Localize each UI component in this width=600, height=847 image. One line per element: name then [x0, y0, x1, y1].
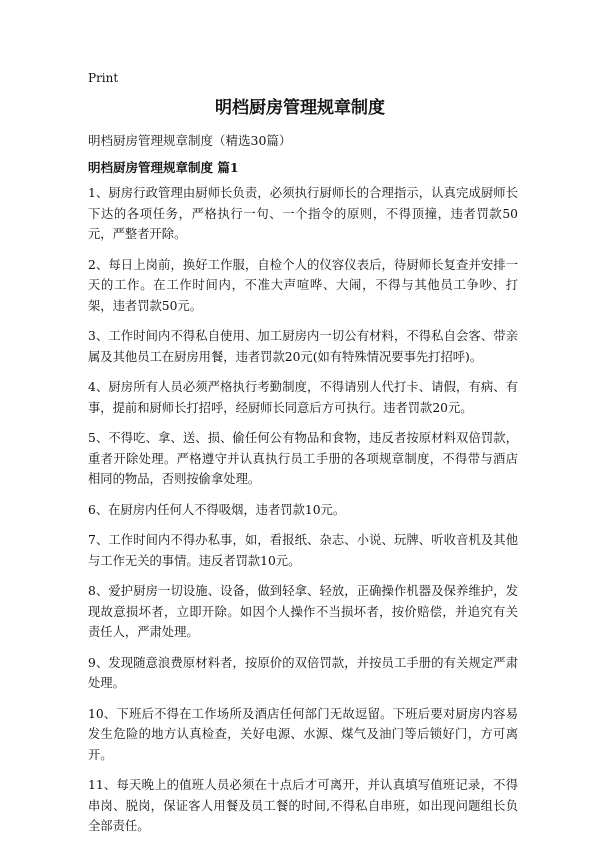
- section-heading: 明档厨房管理规章制度 篇1: [88, 160, 239, 175]
- paragraph: 2、每日上岗前，换好工作服，自检个人的仪容仪表后，待厨师长复查并安排一天的工作。在工作时间内，不准大声喧哗、大闹，不得与其他员工争吵、打架，违者罚款50元。: [88, 257, 518, 313]
- paragraph: 8、爱护厨房一切设施、设备，做到轻拿、轻放，正确操作机器及保养维护，发现故意损坏者，立即开除。如因个人操作不当损坏者，按价赔偿，并追究有关责任人，严肃处理。: [88, 584, 518, 639]
- page-title: 明档厨房管理规章制度: [215, 98, 385, 118]
- paragraph: 9、发现随意浪费原材料者，按原价的双倍罚款，并按员工手册的有关规定严肃处理。: [88, 655, 518, 690]
- paragraph: 3、工作时间内不得私自使用、加工厨房内一切公有材料，不得私自会客、带亲属及其他员工在厨房用餐，违者罚款20元(如有特殊情况要事先打招呼)。: [88, 329, 518, 364]
- paragraph: 6、在厨房内任何人不得吸烟，违者罚款10元。: [88, 502, 346, 517]
- document-subtitle: 明档厨房管理规章制度（精选30篇）: [88, 133, 292, 148]
- paragraph: 5、不得吃、拿、送、损、偷任何公有物品和食物，违反者按原材料双倍罚款，重者开除处理。严格遵守并认真执行员工手册的各项规章制度，不得带与酒店相同的物品，否则按偷拿处理。: [88, 431, 518, 486]
- paragraph: 10、下班后不得在工作场所及酒店任何部门无故逗留。下班后要对厨房内容易发生危险的地方认真检查，关好电源、水源、煤气及油门等后锁好门，方可离开。: [88, 706, 518, 762]
- paragraph-list: [88, 183, 518, 847]
- paragraph: 7、工作时间内不得办私事，如，看报纸、杂志、小说、玩牌、听收音机及其他与工作无关的事情。违反者罚款10元。: [88, 533, 518, 568]
- paragraph: 4、厨房所有人员必须严格执行考勤制度，不得请别人代打卡、请假，有病、有事，提前和厨师长打招呼，经厨师长同意后方可执行。违者罚款20元。: [88, 380, 518, 415]
- print-label: Print: [88, 71, 119, 85]
- paragraph: 1、厨房行政管理由厨师长负责，必须执行厨师长的合理指示，认真完成厨师长下达的各项任务，严格执行一句、一个指令的原则，不得顶撞，违者罚款50元，严整者开除。: [88, 186, 518, 241]
- paragraph: 11、每天晚上的值班人员必须在十点后才可离开，并认真填写值班记录，不得串岗、脱岗，保证客人用餐及员工餐的时间,不得私自串班，如出现问题组长负全部责任。: [88, 778, 518, 833]
